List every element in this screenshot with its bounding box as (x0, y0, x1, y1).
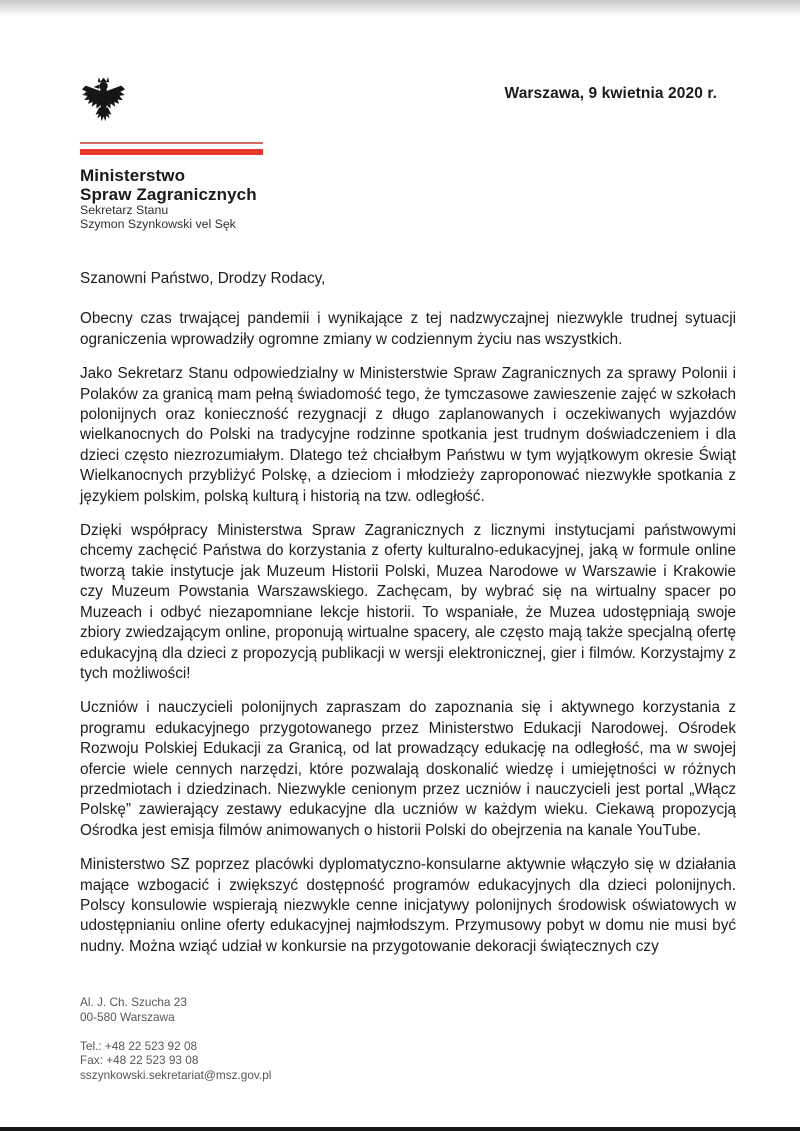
polish-eagle-emblem-icon (80, 75, 127, 130)
letter-paragraph: Jako Sekretarz Stanu odpowiedzialny w Ministerstwie Spraw Zagranicznych za sprawy Polonii i Polaków za granicą mam pełną świadomość tego, że tymczasowe zawieszenie zajęć w szkołach polonijnych oraz konieczność rezygnacji z długo zaplanowanych i oczekiwanych wyjazdów wielkanocnych do Polski na tradycyjne rodzinne spotkania jest trudnym doświadczeniem i dla dzieci często niezrozumiałym. Dlatego też chciałbym Państwu w tym wyjątkowym okresie Świąt Wielkanocnych przybliżyć Polskę, a dzieciom i młodzieży zaproponować niezwykłe spotkania z językiem polskim, polską kulturą i historią na tzw. odległość. (80, 365, 736, 505)
ministry-name-line2: Spraw Zagranicznych (80, 185, 257, 204)
letter-paragraph: Dzięki współpracy Ministerstwa Spraw Zagranicznych z licznymi instytucjami państwowymi chcemy zachęcić Państwa do korzystania z oferty kulturalno-edukacyjnej, jaką w formule online tworzą takie instytucje jak Muzeum Historii Polski, Muzea Narodowe w Warszawie i Krakowie czy Muzeum Powstania Warszawskiego. Zachęcam, by wybrać się na wirtualny spacer po Muzeach i odbyć niezapomniane lekcje historii. To wspaniałe, że Muzea udostępniają swoje zbiory zwiedzającym online, proponują wirtualne spacery, ale często mają także specjalną ofertę edukacyjną dla dzieci z propozycją publikacji w wersji elektronicznej, gier i filmów. Korzystajmy z tych możliwości! (80, 522, 736, 682)
page-top-scan-shadow (0, 0, 800, 16)
letter-footer (80, 995, 271, 1097)
footer-address (80, 995, 271, 1025)
footer-address-line2: 00-580 Warszawa (80, 1009, 175, 1024)
ministry-name (80, 166, 257, 204)
footer-fax: Fax: +48 22 523 93 08 (80, 1053, 199, 1068)
letter-paragraph: Obecny czas trwającej pandemii i wynikające z tej nadzwyczajnej niezwykle trudnej sytuacji ograniczenia wprowadziły ogromne zmiany w codziennym życiu nas wszystkich. (80, 310, 736, 348)
letterhead-divider-thin (80, 142, 263, 144)
salutation: Szanowni Państwo, Drodzy Rodacy, (80, 270, 326, 287)
official-block (80, 203, 236, 231)
footer-contact (80, 1039, 271, 1083)
official-name: Szymon Szynkowski vel Sęk (80, 217, 236, 231)
footer-address-line1: Al. J. Ch. Szucha 23 (80, 995, 187, 1009)
letter-paragraph: Uczniów i nauczycieli polonijnych zapraszam do zapoznania się i aktywnego korzystania z programu edukacyjnego przygotowanego przez Ministerstwo Edukacji Narodowej. Ośrodek Rozwoju Polskiej Edukacji za Granicą, od lat prowadzący edukację na odległość, ma w swojej ofercie wiele cennych narzędzi, które pozwalają doskonalić wiedzę i umiejętności w różnych przedmiotach i dziedzinach. Niezwykle cenionym przez uczniów i nauczycieli jest portal „Włącz Polskę” zawierający zestawy edukacyjne dla uczniów w każdym wieku. Ciekawą propozycją Ośrodka jest emisja filmów animowanych o historii Polski do obejrzenia na kanale YouTube. (80, 699, 736, 839)
letterhead-divider-red-bar (80, 149, 263, 155)
letter-paragraph: Ministerstwo SZ poprzez placówki dyplomatyczno-konsularne aktywnie włączyło się w działania mające wzbogacić i zwiększyć dostępność programów edukacyjnych dla dzieci polonijnych. Polscy konsulowie wspierają niezwykle cenne inicjatywy polonijnych środowisk oświatowych w udostępnianiu online oferty edukacyjnej najmłodszym. Przymusowy pobyt w domu nie musi być nudny. Można wziąć udział w konkursie na przygotowanie dekoracji świątecznych czy (80, 856, 736, 955)
footer-tel: Tel.: +48 22 523 92 08 (80, 1038, 198, 1053)
official-title: Sekretarz Stanu (80, 203, 169, 217)
ministry-name-line1: Ministerstwo (80, 166, 186, 185)
page-bottom-edge (0, 1127, 800, 1131)
letter-body (80, 269, 736, 971)
footer-email: sszynkowski.sekretariat@msz.gov.pl (80, 1068, 272, 1083)
letter-date: Warszawa, 9 kwietnia 2020 r. (504, 85, 717, 102)
